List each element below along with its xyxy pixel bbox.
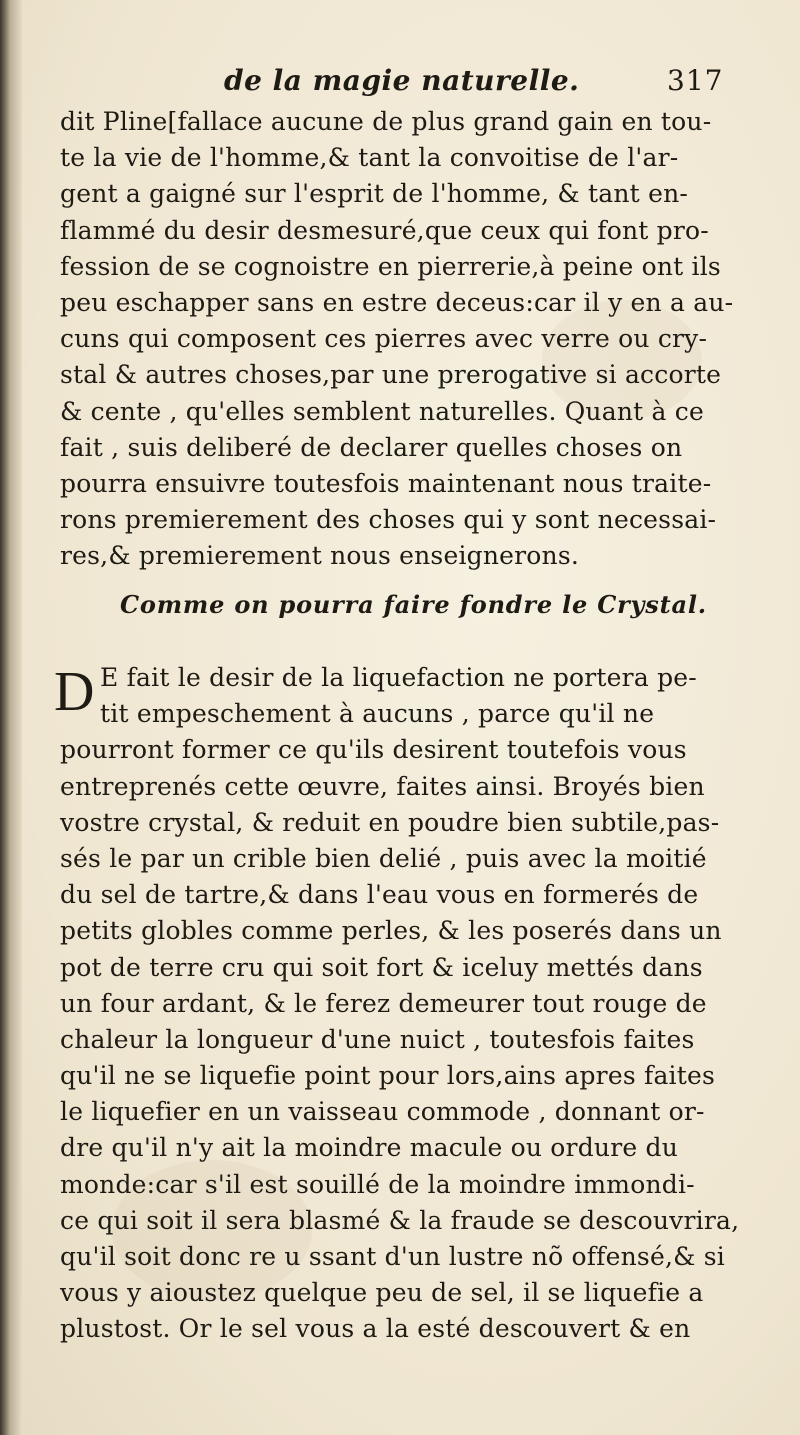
text-line: plustost. Or le sel vous a la esté descouvert & en: [60, 1314, 691, 1344]
book-page: [22, 0, 800, 1435]
text-line: E fait le desir de la liquefaction ne portera pe-: [100, 663, 697, 692]
text-line: rons premierement des choses qui y sont necessai-: [60, 505, 717, 535]
text-line: chaleur la longueur d'une nuict , toutesfois faites: [60, 1024, 695, 1054]
text-line: ce qui soit il sera blasmé & la fraude se descouvrira,: [60, 1205, 740, 1235]
drop-cap: D: [54, 661, 95, 723]
book-binding-edge: [0, 0, 22, 1435]
text-line: flammé du desir desmesuré,que ceux qui font pro-: [60, 215, 709, 245]
text-line: & cente , qu'elles semblent naturelles. Quant à ce: [60, 396, 704, 426]
text-line: dre qu'il n'y ait la moindre macule ou ordure du: [60, 1133, 678, 1163]
paragraph-1: [60, 104, 750, 574]
text-line: res,& premierement nous enseignerons.: [60, 541, 580, 571]
text-line: vous y aioustez quelque peu de sel, il se liquefie a: [60, 1278, 704, 1308]
text-line: entreprenés cette œuvre, faites ainsi. Broyés bien: [60, 771, 705, 801]
text-line: gent a gaigné sur l'esprit de l'homme, & tant en-: [60, 179, 689, 209]
text-line: pourra ensuivre toutesfois maintenant nous traite-: [60, 468, 712, 498]
text-line: peu eschapper sans en estre deceus:car il y en a au-: [60, 287, 734, 317]
text-line: pot de terre cru qui soit fort & iceluy mettés dans: [60, 952, 703, 982]
text-line: qu'il ne se liquefie point pour lors,ains apres faites: [60, 1061, 716, 1091]
text-line: qu'il soit donc re u ssant d'un lustre nõ offensé,& si: [60, 1242, 725, 1271]
text-line: cuns qui composent ces pierres avec verre ou cry-: [60, 324, 708, 354]
text-line: tit empeschement à aucuns , parce qu'il ne: [100, 699, 655, 729]
text-line: le liquefier en un vaisseau commode , donnant or-: [60, 1097, 705, 1127]
text-line: stal & autres choses,par une prerogative si accorte: [60, 360, 722, 390]
running-head: [212, 64, 782, 104]
section-heading: Comme on pourra faire fondre le Crystal.: [120, 590, 707, 619]
text-line: vostre crystal, & reduit en poudre bien subtile,pas-: [60, 807, 720, 837]
running-title: de la magie naturelle.: [224, 64, 580, 97]
text-line: fait , suis deliberé de declarer quelles choses on: [60, 432, 683, 462]
text-line: petits globles comme perles, & les poserés dans un: [60, 916, 722, 946]
text-line: pourront former ce qu'ils desirent toutefois vous: [60, 735, 687, 765]
text-line: fession de se cognoistre en pierrerie,à peine ont ils: [60, 251, 721, 281]
text-line: un four ardant, & le ferez demeurer tout rouge de: [60, 988, 707, 1018]
text-line: dit Pline[fallace aucune de plus grand gain en tou-: [60, 107, 712, 136]
page-number: 317: [667, 64, 724, 97]
text-line: du sel de tartre,& dans l'eau vous en formerés de: [60, 880, 699, 910]
text-line: sés le par un crible bien delié , puis avec la moitié: [60, 843, 707, 873]
text-line: te la vie de l'homme,& tant la convoitise de l'ar-: [60, 143, 679, 173]
paragraph-2: [54, 660, 750, 1348]
text-line: monde:car s'il est souillé de la moindre immondi-: [60, 1169, 695, 1199]
